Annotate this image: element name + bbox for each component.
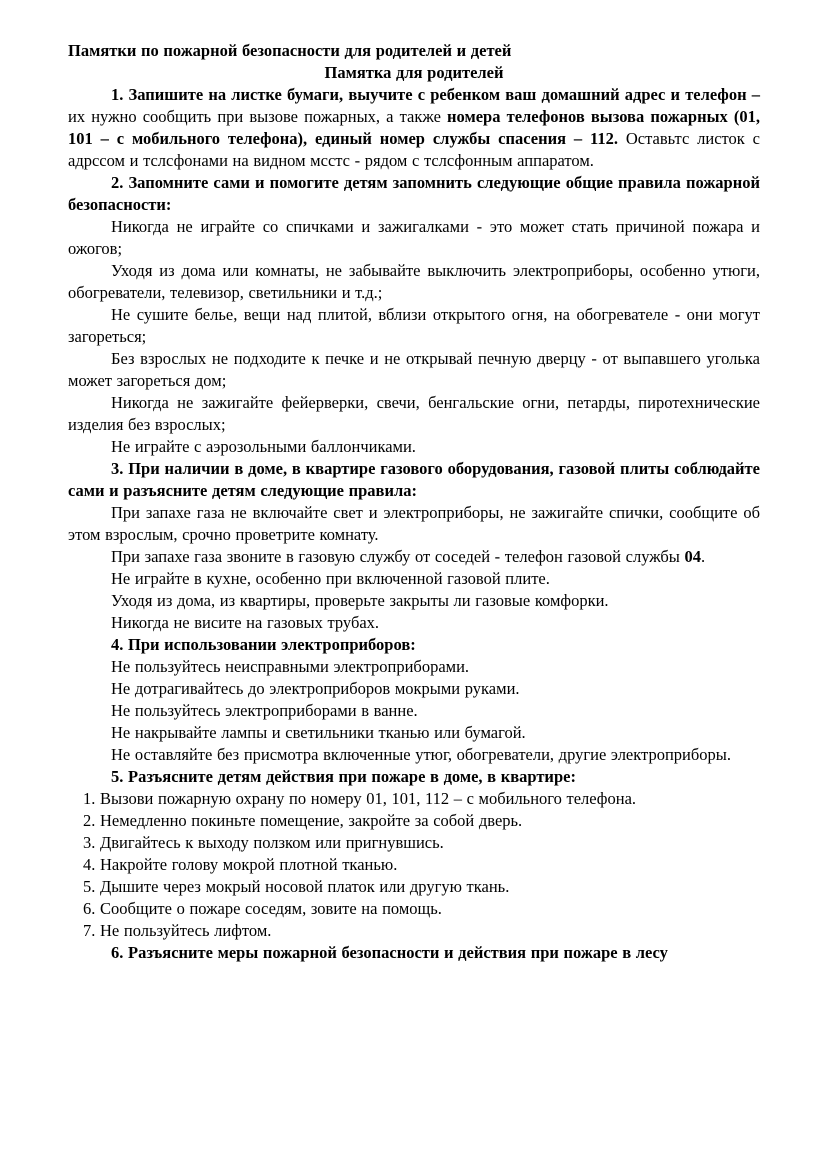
list-item bbox=[68, 810, 760, 832]
document-title: Памятки по пожарной безопасности для родителей и детей bbox=[68, 41, 512, 60]
body-text-run: Не пользуйтесь неисправными электроприборами. bbox=[111, 657, 470, 676]
list-item bbox=[68, 832, 760, 854]
body-text-run: Никогда не зажигайте фейерверки, свечи, бенгальские огни, петарды, пиротехнические изделия без взрослых; bbox=[68, 393, 760, 434]
body-text-run: Не играйте с аэрозольными баллончиками. bbox=[111, 437, 416, 456]
heading-text-run: их нужно сообщить при вызове пожарных, а также bbox=[68, 107, 448, 126]
body-text-run: Никогда не висите на газовых трубах. bbox=[111, 613, 380, 632]
paragraph bbox=[68, 568, 760, 590]
paragraph bbox=[68, 678, 760, 700]
heading-text-bold-run: 2. Запомните сами и помогите детям запомнить следующие общие правила пожарной безопасности: bbox=[68, 173, 760, 214]
section-2-heading-paragraph bbox=[68, 172, 760, 216]
section-4-heading-paragraph bbox=[68, 634, 760, 656]
heading-text-bold-run: 6. Разъясните меры пожарной безопасности и действия при пожаре в лесу bbox=[111, 943, 668, 962]
paragraph bbox=[68, 744, 760, 766]
body-text-run: 1. Вызови пожарную охрану по номеру 01, 101, 112 – с мобильного телефона. bbox=[83, 789, 637, 808]
body-text-run: Уходя из дома или комнаты, не забывайте выключить электроприборы, особенно утюги, обогреватели, телевизор, светильники и т.д.; bbox=[68, 261, 760, 302]
paragraph bbox=[68, 216, 760, 260]
body-text-run: 4. Накройте голову мокрой плотной тканью. bbox=[83, 855, 398, 874]
body-text-run: Не сушите белье, вещи над плитой, вблизи открытого огня, на обогревателе - они могут загореться; bbox=[68, 305, 760, 346]
body-text-run: При запахе газа звоните в газовую службу от соседей - телефон газовой службы bbox=[111, 547, 685, 566]
paragraph bbox=[68, 590, 760, 612]
paragraph bbox=[68, 348, 760, 392]
paragraph bbox=[68, 502, 760, 546]
paragraph bbox=[68, 260, 760, 304]
list-item bbox=[68, 876, 760, 898]
body-text-run: . bbox=[701, 547, 706, 566]
body-text-bold-run: 04 bbox=[684, 547, 702, 566]
document-body bbox=[68, 84, 760, 964]
section-6-heading-paragraph bbox=[68, 942, 760, 964]
body-text-run: 5. Дышите через мокрый носовой платок или другую ткань. bbox=[83, 877, 510, 896]
heading-text-run: Оставьтс листок с адрссом и тслсфонами на видном мсстс - рядом с тслсфонным аппаратом. bbox=[68, 129, 760, 170]
heading-text-bold-run: 3. При наличии в доме, в квартире газового оборудования, газовой плиты соблюдайте сами и разъясните детям следующие правила: bbox=[68, 459, 760, 500]
heading-text-bold-run: 4. При использовании электроприборов: bbox=[111, 635, 416, 654]
section-5-heading-paragraph bbox=[68, 766, 760, 788]
paragraph bbox=[68, 612, 760, 634]
body-text-run: 2. Немедленно покиньте помещение, закройте за собой дверь. bbox=[83, 811, 523, 830]
paragraph bbox=[68, 656, 760, 678]
body-text-run: Без взрослых не подходите к печке и не открывай печную дверцу - от выпавшего уголька может загореться дом; bbox=[68, 349, 760, 390]
list-item bbox=[68, 788, 760, 810]
paragraph bbox=[68, 722, 760, 744]
body-text-run: Не оставляйте без присмотра включенные утюг, обогреватели, другие электроприборы. bbox=[111, 745, 731, 764]
body-text-run: Не пользуйтесь электроприборами в ванне. bbox=[111, 701, 418, 720]
paragraph bbox=[68, 392, 760, 436]
body-text-run: 6. Сообщите о пожаре соседям, зовите на помощь. bbox=[83, 899, 442, 918]
list-item bbox=[68, 898, 760, 920]
paragraph bbox=[68, 546, 760, 568]
heading-text-bold-run: 5. Разъясните детям действия при пожаре в доме, в квартире: bbox=[111, 767, 576, 786]
section-3-heading-paragraph bbox=[68, 458, 760, 502]
body-text-run: Не дотрагивайтесь до электроприборов мокрыми руками. bbox=[111, 679, 520, 698]
paragraph bbox=[68, 436, 760, 458]
body-text-run: Не накрывайте лампы и светильники тканью или бумагой. bbox=[111, 723, 526, 742]
body-text-run: При запахе газа не включайте свет и электроприборы, не зажигайте спички, сообщите об этом взрослым, срочно проветрите комнату. bbox=[68, 503, 760, 544]
paragraph bbox=[68, 700, 760, 722]
body-text-run: Уходя из дома, из квартиры, проверьте закрыты ли газовые комфорки. bbox=[111, 591, 609, 610]
body-text-run: 7. Не пользуйтесь лифтом. bbox=[83, 921, 272, 940]
list-item bbox=[68, 920, 760, 942]
memo-subtitle: Памятка для родителей bbox=[324, 63, 504, 82]
body-text-run: 3. Двигайтесь к выходу ползком или пригнувшись. bbox=[83, 833, 444, 852]
body-text-run: Никогда не играйте со спичками и зажигалками - это может стать причиной пожара и ожогов; bbox=[68, 217, 760, 258]
list-item bbox=[68, 854, 760, 876]
body-text-run: Не играйте в кухне, особенно при включенной газовой плите. bbox=[111, 569, 550, 588]
heading-text-bold-run: номера телефонов вызова пожарных (01, 101 – с мобильного телефона), единый номер службы спасения – 112. bbox=[68, 107, 761, 148]
paragraph bbox=[68, 304, 760, 348]
section-1-heading-paragraph bbox=[68, 84, 760, 172]
heading-text-bold-run: 1. Запишите на листке бумаги, выучите с ребенком ваш домашний адрес и телефон – bbox=[111, 85, 760, 104]
